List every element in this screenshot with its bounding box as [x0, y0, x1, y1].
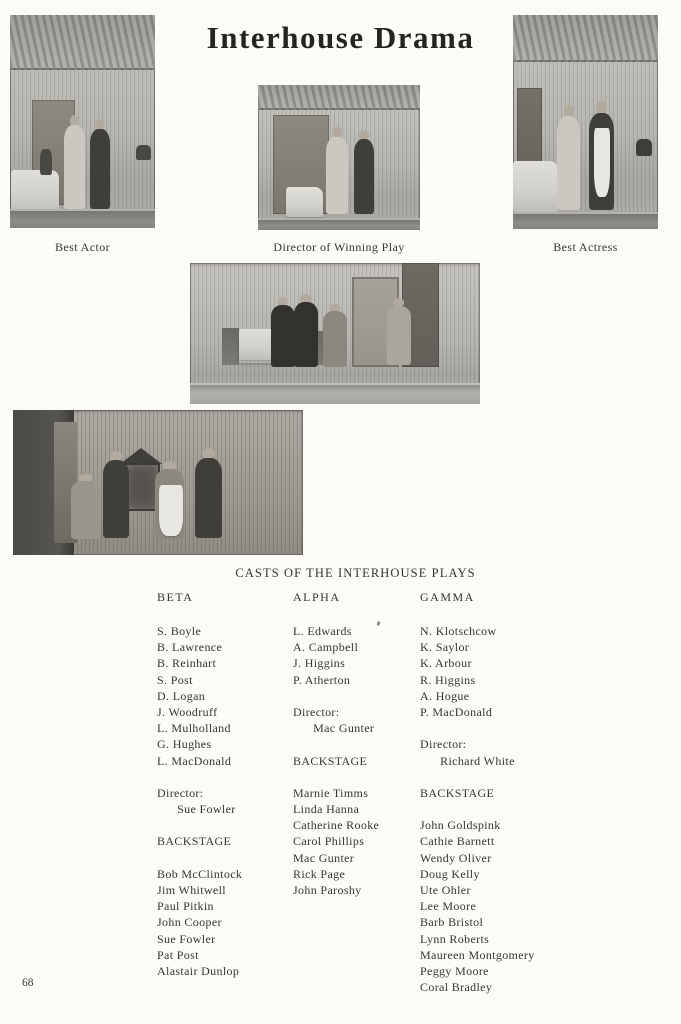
cast-column-title-alpha: ALPHA — [293, 590, 341, 604]
cast-line: BACKSTAGE — [157, 834, 232, 849]
actor-figure — [68, 474, 103, 539]
cast-line: Peggy Moore — [420, 963, 489, 978]
page-title: Interhouse Drama — [206, 20, 475, 55]
cast-column-title-beta: BETA — [157, 590, 194, 604]
table-cloth — [286, 187, 323, 217]
stage-floor — [190, 383, 480, 404]
cast-line: G. Hughes — [157, 737, 212, 752]
cast-line: K. Saylor — [420, 640, 470, 655]
cast-line: Maureen Montgomery — [420, 947, 535, 962]
cast-column-gamma — [420, 623, 535, 995]
cast-line: BACKSTAGE — [293, 753, 368, 768]
actor-figure — [193, 448, 225, 538]
cast-line: John Paroshy — [293, 883, 362, 897]
cast-line: D. Logan — [157, 688, 206, 703]
cast-line — [293, 688, 379, 704]
cast-line: Director: — [157, 785, 204, 800]
cast-line: Richard White — [420, 753, 515, 768]
cast-line: Lynn Roberts — [420, 931, 490, 946]
cast-line: Director: — [293, 704, 340, 719]
cast-column-alpha — [293, 623, 379, 898]
cast-line — [420, 720, 535, 736]
cast-line: A. Hogue — [420, 688, 470, 703]
cast-line: L. MacDonald — [157, 753, 232, 768]
actor-figure — [100, 451, 132, 538]
cast-line: Lee Moore — [420, 899, 477, 914]
stage-floor — [513, 212, 658, 229]
cast-line: S. Boyle — [157, 624, 202, 638]
stage-floor — [10, 209, 155, 228]
actor-figure — [62, 115, 87, 209]
cast-line: Mac Gunter — [293, 721, 375, 736]
cast-line: BACKSTAGE — [420, 785, 495, 800]
actor-figure — [292, 294, 321, 367]
actor-figure — [352, 130, 376, 214]
actor-figure — [321, 304, 350, 367]
maid-apron — [159, 485, 182, 536]
trophy-prop — [40, 149, 52, 175]
cast-line: P. MacDonald — [420, 704, 493, 719]
photo-caption-director: Director of Winning Play — [273, 240, 405, 254]
cast-line: Director: — [420, 737, 467, 752]
cast-line: Carol Phillips — [293, 834, 365, 849]
page-number: 68 — [22, 977, 34, 989]
cast-line: R. Higgins — [420, 672, 476, 687]
photo-director-winning-play — [258, 85, 420, 230]
cast-line: Coral Bradley — [420, 980, 493, 995]
cast-line: B. Reinhart — [157, 656, 217, 671]
photo-play-scene-1 — [190, 263, 480, 404]
cast-line: Jim Whitwell — [157, 883, 226, 897]
cast-line: B. Lawrence — [157, 640, 223, 655]
cast-line: Pat Post — [157, 947, 199, 962]
cast-line: P. Atherton — [293, 672, 351, 687]
cast-line — [157, 850, 242, 866]
actor-figure — [384, 298, 413, 364]
cast-column-beta — [157, 623, 242, 979]
cast-line: Bob McClintock — [157, 866, 243, 881]
cast-line: Paul Pitkin — [157, 899, 214, 914]
cast-line: J. Higgins — [293, 656, 346, 671]
cast-line: N. Klotschcow — [420, 624, 497, 638]
casts-heading: CASTS OF THE INTERHOUSE PLAYS — [235, 566, 476, 580]
table-cloth — [513, 161, 558, 212]
curtain-valance — [513, 15, 658, 62]
cast-line: K. Arbour — [420, 656, 472, 671]
clock-prop — [136, 145, 151, 160]
actor-figure — [555, 105, 583, 210]
cast-line: Wendy Oliver — [420, 850, 492, 865]
curtain-valance — [10, 15, 155, 70]
photo-caption-best-actor: Best Actor — [55, 240, 110, 254]
cast-line — [420, 769, 535, 785]
cast-line: Cathie Barnett — [420, 834, 495, 849]
cast-line: John Cooper — [157, 915, 222, 930]
photo-best-actor — [10, 15, 155, 228]
cast-line: Doug Kelly — [420, 866, 480, 881]
cast-line: Sue Fowler — [157, 802, 236, 817]
photo-caption-best-actress: Best Actress — [553, 240, 618, 254]
cast-line — [293, 769, 379, 785]
cast-line: J. Woodruff — [157, 704, 218, 719]
curtain-valance — [258, 85, 420, 110]
cast-line — [157, 817, 242, 833]
cast-line: Catherine Rooke — [293, 818, 380, 833]
chair-prop — [222, 328, 239, 365]
cast-line: John Goldspink — [420, 818, 501, 833]
cast-line — [157, 769, 242, 785]
cast-column-title-gamma: GAMMA — [420, 590, 475, 604]
photo-play-scene-2 — [13, 410, 303, 555]
cast-line: Marnie Timms — [293, 785, 369, 800]
cast-line: Rick Page — [293, 866, 346, 881]
cast-line: S. Post — [157, 672, 193, 687]
telephone-prop — [636, 139, 652, 156]
cast-line: Linda Hanna — [293, 802, 360, 817]
photo-best-actress — [513, 15, 658, 229]
cast-line: L. Edwards — [293, 624, 352, 638]
maid-apron — [594, 128, 610, 196]
cast-line: Barb Bristol — [420, 915, 484, 930]
cast-line — [293, 736, 379, 752]
actor-figure — [88, 119, 111, 208]
cast-line: L. Mulholland — [157, 721, 231, 736]
actor-figure — [324, 127, 350, 214]
cast-line — [420, 801, 535, 817]
cast-line: Sue Fowler — [157, 931, 216, 946]
cast-line: A. Campbell — [293, 640, 359, 655]
stage-floor — [258, 218, 420, 230]
cast-line: Ute Ohler — [420, 883, 471, 897]
cast-line: Alastair Dunlop — [157, 963, 240, 978]
table-cloth — [11, 170, 59, 213]
cast-line: Mac Gunter — [293, 850, 355, 865]
